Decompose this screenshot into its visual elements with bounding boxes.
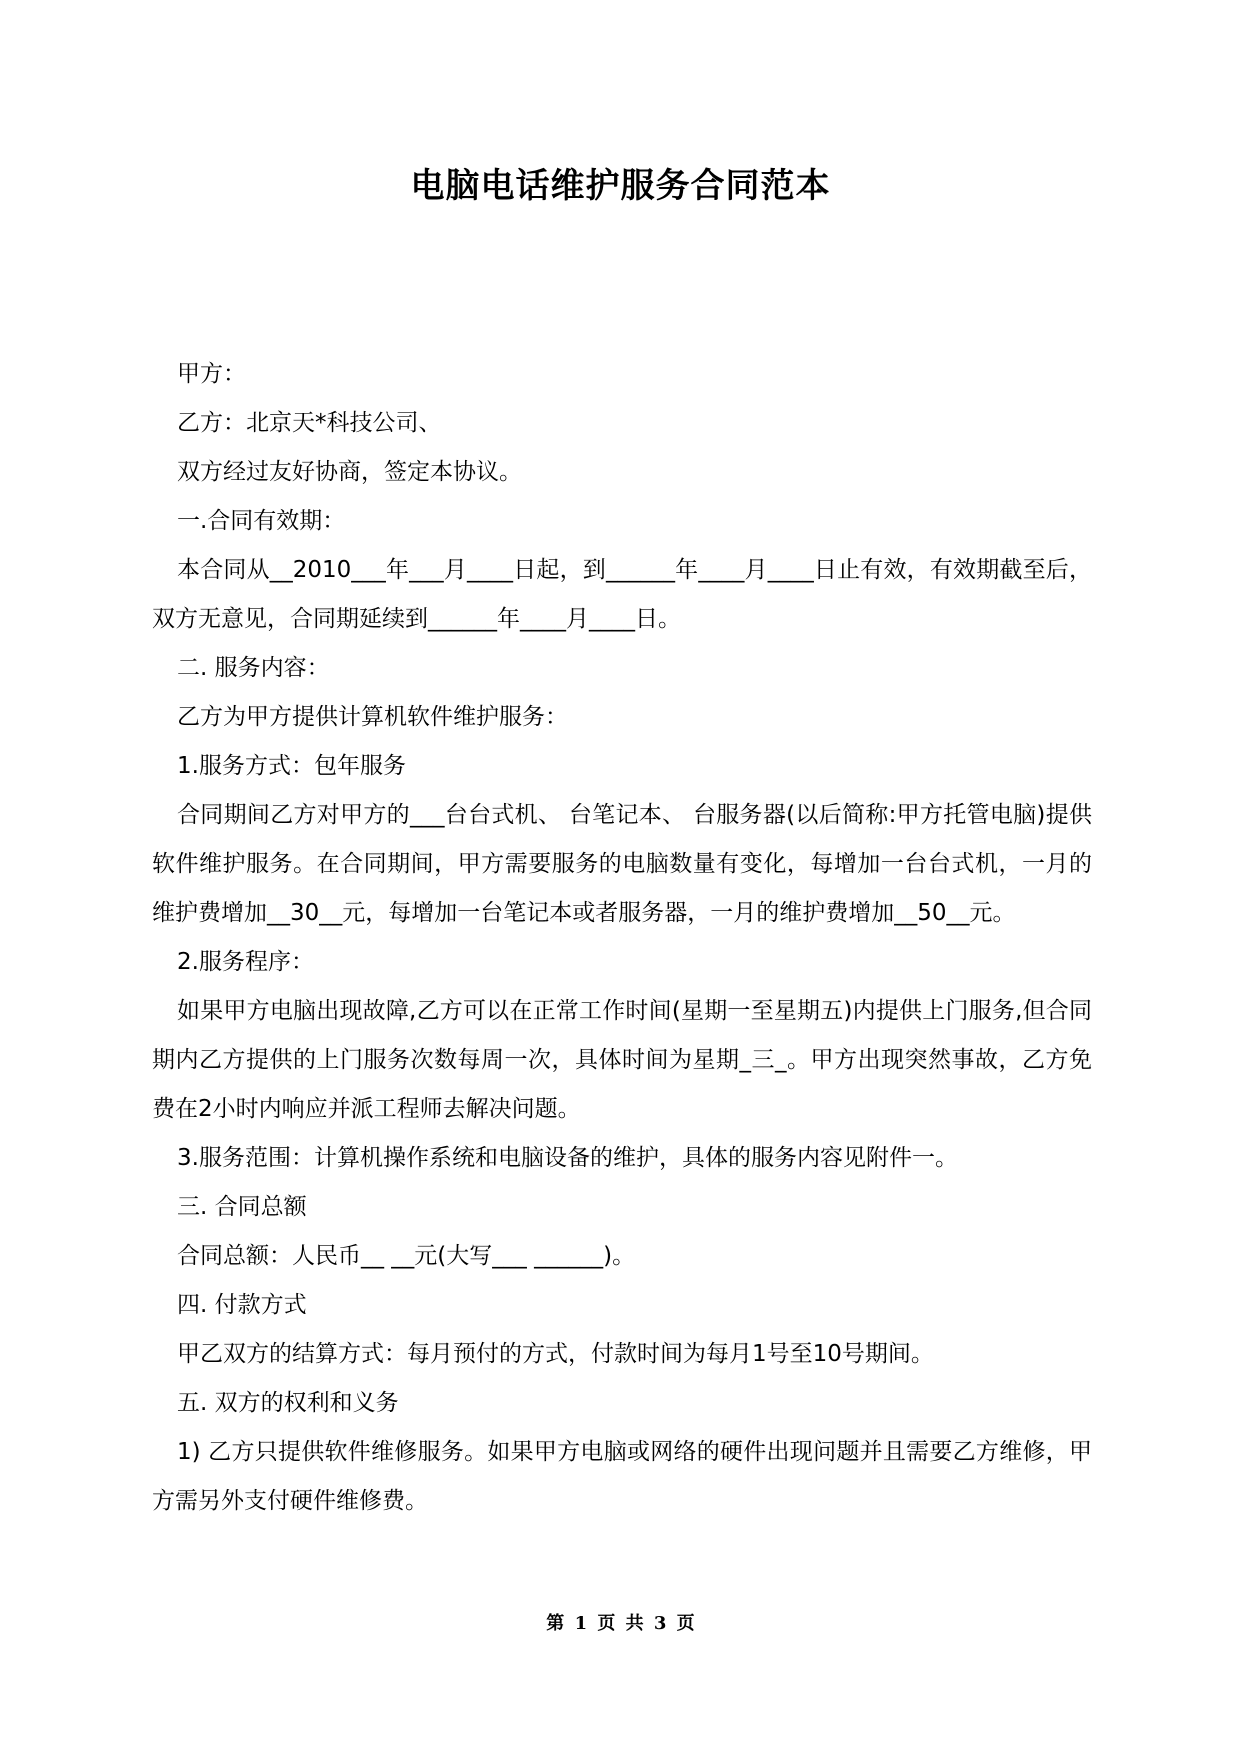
section-heading-rights: 五. 双方的权利和义务 xyxy=(177,1390,399,1416)
party-a-line: 甲方： xyxy=(177,361,246,387)
term-paragraph: 本合同从__2010___年___月____日起，到______年____月____日止有效，有效期截至后，双方无意见，合同期延续到______年____月____日。 xyxy=(152,557,1092,632)
section-heading-payment: 四. 付款方式 xyxy=(177,1292,307,1318)
section-heading-term: 一.合同有效期： xyxy=(177,508,346,534)
service-procedure-paragraph: 如果甲方电脑出现故障,乙方可以在正常工作时间(星期一至星期五)内提供上门服务,但合同期内乙方提供的上门服务次数每周一次，具体时间为星期_三_。甲方出现突然事故，乙方免费在2小时内响应并派工程师去解决问题。 xyxy=(152,998,1092,1122)
page-number-footer: 第 1 页 共 3 页 xyxy=(546,1613,695,1634)
service-method-paragraph: 合同期间乙方对甲方的___台台式机、 台笔记本、 台服务器(以后简称:甲方托管电脑)提供软件维护服务。在合同期间，甲方需要服务的电脑数量有变化，每增加一台台式机，一月的维护费增加__30__元，每增加一台笔记本或者服务器，一月的维护费增加__50__元。 xyxy=(152,802,1092,926)
rights-item-1: 1) 乙方只提供软件维修服务。如果甲方电脑或网络的硬件出现问题并且需要乙方维修，甲方需另外支付硬件维修费。 xyxy=(152,1439,1092,1514)
service-method: 1.服务方式：包年服务 xyxy=(177,753,406,779)
agreement-intro: 双方经过友好协商，签定本协议。 xyxy=(177,459,522,485)
service-procedure: 2.服务程序： xyxy=(177,949,314,975)
document-body xyxy=(152,350,1092,1526)
service-intro: 乙方为甲方提供计算机软件维护服务： xyxy=(177,704,568,730)
section-heading-total: 三. 合同总额 xyxy=(177,1194,307,1220)
service-scope: 3.服务范围：计算机操作系统和电脑设备的维护，具体的服务内容见附件一。 xyxy=(177,1145,958,1171)
document-title: 电脑电话维护服务合同范本 xyxy=(410,166,831,206)
section-heading-service: 二. 服务内容： xyxy=(177,655,330,681)
party-b-line: 乙方：北京天*科技公司、 xyxy=(177,410,442,436)
payment-paragraph: 甲乙双方的结算方式：每月预付的方式，付款时间为每月1号至10号期间。 xyxy=(177,1341,934,1367)
total-amount-line: 合同总额：人民币__ __元(大写___ ______)。 xyxy=(177,1243,636,1269)
